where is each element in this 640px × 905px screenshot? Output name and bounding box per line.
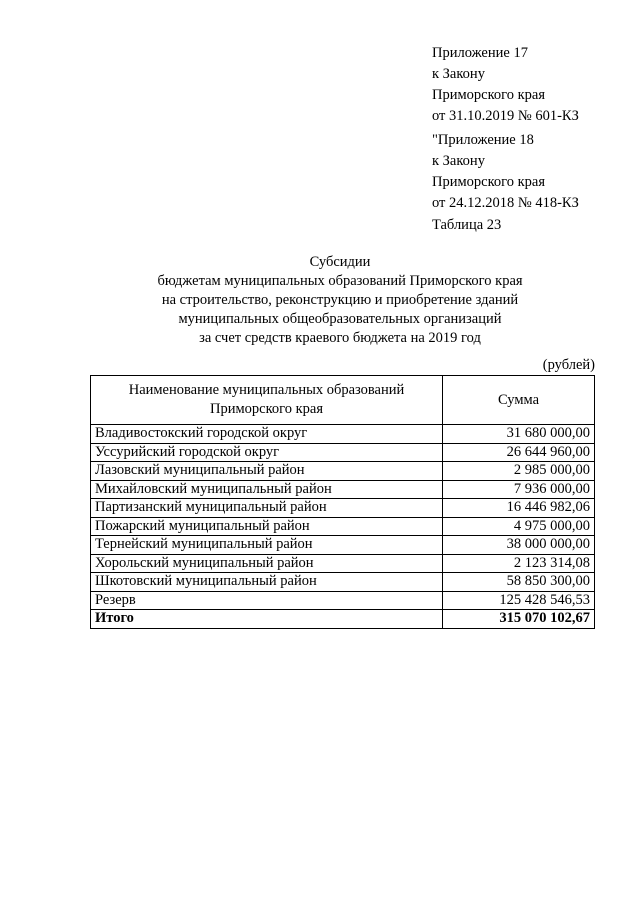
- table-row: [91, 554, 595, 573]
- row-name: Партизанский муниципальный район: [91, 499, 443, 518]
- table-row: [91, 462, 595, 481]
- table-row: [91, 573, 595, 592]
- row-amount: 4 975 000,00: [443, 517, 595, 536]
- row-amount: 38 000 000,00: [443, 536, 595, 555]
- table-row: [91, 591, 595, 610]
- table-number-label: Таблица 23: [432, 217, 502, 233]
- row-name: Владивостокский городской округ: [91, 425, 443, 444]
- appendix-17-line-1: Приложение 17: [432, 45, 528, 61]
- table-row: [91, 499, 595, 518]
- table-row: [91, 425, 595, 444]
- row-amount: 7 936 000,00: [443, 480, 595, 499]
- table-row: [91, 517, 595, 536]
- appendix-17-line-4: от 31.10.2019 № 601-КЗ: [432, 108, 579, 124]
- row-name: Михайловский муниципальный район: [91, 480, 443, 499]
- title-line-2: бюджетам муниципальных образований Приморского края: [157, 273, 523, 289]
- total-label: Итого: [91, 610, 443, 629]
- appendix-18-line-2: к Закону: [432, 153, 485, 169]
- appendix-17-line-3: Приморского края: [432, 87, 546, 103]
- appendix-17-line-2: к Закону: [432, 66, 485, 82]
- title-line-5: за счет средств краевого бюджета на 2019 год: [199, 330, 481, 346]
- column-header-name-line-2: Приморского края: [209, 401, 323, 417]
- row-amount: 26 644 960,00: [443, 443, 595, 462]
- table-row: [91, 536, 595, 555]
- total-row: [91, 610, 595, 629]
- row-amount: 125 428 546,53: [443, 591, 595, 610]
- title-line-4: муниципальных общеобразовательных организаций: [178, 311, 502, 327]
- row-name: Лазовский муниципальный район: [91, 462, 443, 481]
- table-row: [91, 443, 595, 462]
- row-name: Шкотовский муниципальный район: [91, 573, 443, 592]
- row-amount: 31 680 000,00: [443, 425, 595, 444]
- appendix-18-line-3: Приморского края: [432, 174, 546, 190]
- row-amount: 16 446 982,06: [443, 499, 595, 518]
- row-name: Тернейский муниципальный район: [91, 536, 443, 555]
- row-name: Резерв: [91, 591, 443, 610]
- document-title: [0, 253, 640, 348]
- appendix-18-line-4: от 24.12.2018 № 418-КЗ: [432, 195, 579, 211]
- appendix-18-line-1: "Приложение 18: [432, 132, 534, 148]
- table-row: [91, 480, 595, 499]
- column-header-name: [91, 376, 443, 425]
- row-name: Хорольский муниципальный район: [91, 554, 443, 573]
- table-header-row: [91, 376, 595, 425]
- appendix-17-reference: [432, 43, 579, 127]
- row-name: Уссурийский городской округ: [91, 443, 443, 462]
- appendix-18-reference: [432, 130, 579, 214]
- column-header-name-line-1: Наименование муниципальных образований: [128, 382, 405, 398]
- total-amount: 315 070 102,67: [443, 610, 595, 629]
- row-amount: 2 985 000,00: [443, 462, 595, 481]
- row-name: Пожарский муниципальный район: [91, 517, 443, 536]
- subsidy-table: [90, 375, 595, 629]
- column-header-amount: Сумма: [443, 376, 595, 425]
- unit-label: (рублей): [542, 357, 595, 373]
- row-amount: 2 123 314,08: [443, 554, 595, 573]
- row-amount: 58 850 300,00: [443, 573, 595, 592]
- title-line-1: Субсидии: [309, 254, 371, 270]
- title-line-3: на строительство, реконструкцию и приобретение зданий: [161, 292, 519, 308]
